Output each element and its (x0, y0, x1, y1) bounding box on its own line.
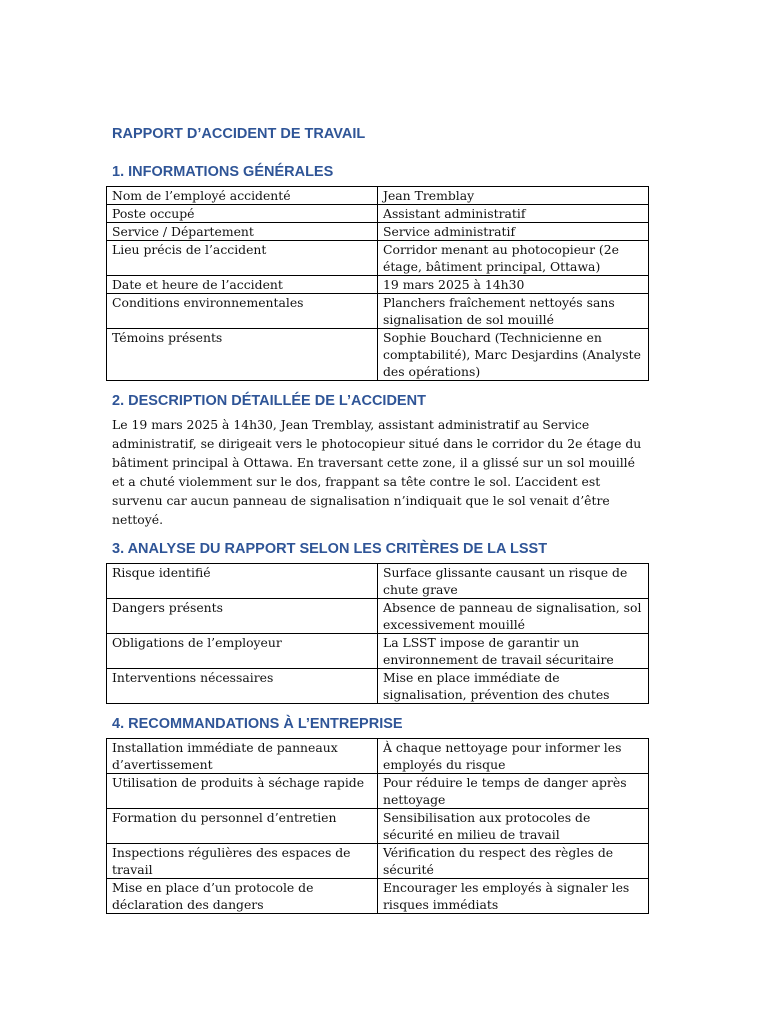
row-value: 19 mars 2025 à 14h30 (378, 276, 649, 294)
row-value: Assistant administratif (378, 205, 649, 223)
row-value: Sophie Bouchard (Technicienne en comptabilité), Marc Desjardins (Analyste des opérations) (378, 329, 649, 381)
section-4-title: 4. RECOMMANDATIONS À L’ENTREPRISE (112, 716, 403, 732)
row-label: Poste occupé (107, 205, 378, 223)
table-row (107, 774, 649, 809)
table-row (107, 879, 649, 914)
row-label: Formation du personnel d’entretien (107, 809, 378, 844)
row-label: Utilisation de produits à séchage rapide (107, 774, 378, 809)
section-1-title: 1. INFORMATIONS GÉNÉRALES (112, 164, 334, 180)
row-value: À chaque nettoyage pour informer les employés du risque (378, 739, 649, 774)
row-label: Témoins présents (107, 329, 378, 381)
row-value: Jean Tremblay (378, 187, 649, 205)
recommendations-rows (107, 739, 649, 914)
row-value: Absence de panneau de signalisation, sol excessivement mouillé (378, 599, 649, 634)
row-label: Obligations de l’employeur (107, 634, 378, 669)
table-row (107, 187, 649, 205)
table-row (107, 223, 649, 241)
row-value: Corridor menant au photocopieur (2e étage, bâtiment principal, Ottawa) (378, 241, 649, 276)
section-3-title: 3. ANALYSE DU RAPPORT SELON LES CRITÈRES DE LA LSST (112, 541, 548, 557)
row-label: Mise en place d’un protocole de déclaration des dangers (107, 879, 378, 914)
table-row (107, 205, 649, 223)
section-2-title: 2. DESCRIPTION DÉTAILLÉE DE L’ACCIDENT (112, 393, 426, 409)
table-row (107, 599, 649, 634)
general-info-rows (107, 187, 649, 381)
row-label: Lieu précis de l’accident (107, 241, 378, 276)
table-row (107, 294, 649, 329)
row-value: La LSST impose de garantir un environnement de travail sécuritaire (378, 634, 649, 669)
table-row (107, 739, 649, 774)
document-content (106, 124, 649, 914)
table-row (107, 241, 649, 276)
row-label: Date et heure de l’accident (107, 276, 378, 294)
recommendations-table (106, 738, 649, 914)
row-value: Planchers fraîchement nettoyés sans signalisation de sol mouillé (378, 294, 649, 329)
row-label: Interventions nécessaires (107, 669, 378, 704)
row-value: Surface glissante causant un risque de chute grave (378, 564, 649, 599)
row-label: Service / Département (107, 223, 378, 241)
table-row (107, 634, 649, 669)
row-value: Vérification du respect des règles de sécurité (378, 844, 649, 879)
table-row (107, 276, 649, 294)
row-label: Nom de l’employé accidenté (107, 187, 378, 205)
lsst-analysis-rows (107, 564, 649, 704)
table-row (107, 669, 649, 704)
row-label: Risque identifié (107, 564, 378, 599)
row-label: Inspections régulières des espaces de travail (107, 844, 378, 879)
document-title: RAPPORT D’ACCIDENT DE TRAVAIL (112, 126, 366, 142)
table-row (107, 329, 649, 381)
lsst-analysis-table (106, 563, 649, 704)
table-row (107, 809, 649, 844)
row-value: Pour réduire le temps de danger après nettoyage (378, 774, 649, 809)
row-value: Service administratif (378, 223, 649, 241)
row-label: Dangers présents (107, 599, 378, 634)
row-label: Installation immédiate de panneaux d’avertissement (107, 739, 378, 774)
accident-description: Le 19 mars 2025 à 14h30, Jean Tremblay, assistant administratif au Service administratif, se dirigeait vers le photocopieur situé dans le corridor du 2e étage du bâtiment principal à Ottawa. En traversant cette zone, il a glissé sur un sol mouillé et a chuté violemment sur le dos, frappant sa tête contre le sol. L’accident est survenu car aucun panneau de signalisation n’indiquait que le sol venait d’être nettoyé. (112, 417, 642, 527)
row-label: Conditions environnementales (107, 294, 378, 329)
row-value: Sensibilisation aux protocoles de sécurité en milieu de travail (378, 809, 649, 844)
row-value: Mise en place immédiate de signalisation, prévention des chutes (378, 669, 649, 704)
general-info-table (106, 186, 649, 381)
table-row (107, 844, 649, 879)
row-value: Encourager les employés à signaler les risques immédiats (378, 879, 649, 914)
table-row (107, 564, 649, 599)
